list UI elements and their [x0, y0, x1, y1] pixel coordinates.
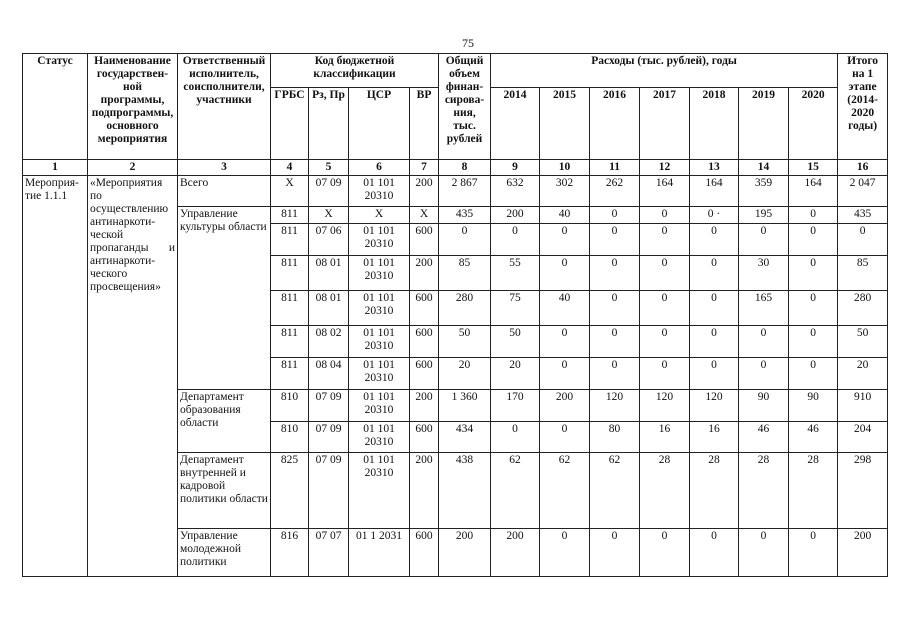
table-cell: 0 — [739, 224, 789, 256]
table-cell: 07 09 — [309, 390, 349, 422]
table-cell: 438 — [439, 453, 491, 529]
table-cell: 0 — [739, 358, 789, 390]
table-cell: 200 — [410, 453, 439, 529]
table-cell: 08 01 — [309, 291, 349, 326]
table-cell: 910 — [838, 390, 888, 422]
header-rzpr: Рз, Пр — [309, 88, 349, 160]
table-cell: 0 — [540, 422, 590, 453]
column-number: 1 — [23, 160, 88, 176]
table-cell: 55 — [491, 256, 540, 291]
table-cell: 632 — [491, 176, 540, 207]
table-cell: 01 1 2031 — [349, 529, 410, 577]
table-cell: 01 101 20310 — [349, 326, 410, 358]
table-cell: 0 — [540, 326, 590, 358]
table-cell: 28 — [789, 453, 838, 529]
table-cell: 0 — [789, 256, 838, 291]
header-year: 2018 — [690, 88, 739, 160]
table-cell: 20 — [439, 358, 491, 390]
table-cell: 204 — [838, 422, 888, 453]
table-cell: 46 — [739, 422, 789, 453]
table-cell: 62 — [540, 453, 590, 529]
table-cell: 0 — [590, 529, 640, 577]
table-cell: X — [349, 207, 410, 224]
header-year: 2019 — [739, 88, 789, 160]
table-cell: 0 — [640, 358, 690, 390]
header-year: 2016 — [590, 88, 640, 160]
table-cell: 0 — [690, 529, 739, 577]
table-cell: 0 — [590, 291, 640, 326]
table-cell: 07 07 — [309, 529, 349, 577]
table-cell: 0 — [789, 529, 838, 577]
table-cell: 28 — [690, 453, 739, 529]
column-number: 14 — [739, 160, 789, 176]
table-cell: 16 — [690, 422, 739, 453]
column-number: 12 — [640, 160, 690, 176]
table-cell: 0 — [690, 326, 739, 358]
program-name-cell: «Мероприятия по осуществлению антинаркоти-ческой пропаганды и антинаркоти-ческого просвещения» — [88, 176, 178, 577]
table-cell: 359 — [739, 176, 789, 207]
table-cell: 262 — [590, 176, 640, 207]
header-executor: Ответственный исполнитель, соисполнители, участники — [178, 54, 271, 160]
table-cell: 0 — [439, 224, 491, 256]
header-expenses: Расходы (тыс. рублей), годы — [491, 54, 838, 88]
table-cell: 62 — [590, 453, 640, 529]
table-cell: 0 — [789, 326, 838, 358]
table-cell: 811 — [271, 256, 309, 291]
table-cell: 0 — [640, 529, 690, 577]
table-cell: 0 — [690, 291, 739, 326]
table-cell: 811 — [271, 358, 309, 390]
table-cell: X — [271, 176, 309, 207]
table-cell: 0 — [640, 224, 690, 256]
table-cell: 811 — [271, 207, 309, 224]
table-cell: 0 — [690, 256, 739, 291]
header-grbs: ГРБС — [271, 88, 309, 160]
executor-cell: Департамент образования области — [178, 390, 271, 453]
table-cell: 200 — [410, 256, 439, 291]
column-number: 11 — [590, 160, 640, 176]
table-cell: 85 — [439, 256, 491, 291]
column-number: 7 — [410, 160, 439, 176]
table-cell: 16 — [640, 422, 690, 453]
table-cell: 2 867 — [439, 176, 491, 207]
executor-cell: Управление молодежной политики — [178, 529, 271, 577]
table-cell: 0 — [491, 224, 540, 256]
table-cell: 0 — [590, 358, 640, 390]
table-cell: 30 — [739, 256, 789, 291]
table-cell: 07 09 — [309, 453, 349, 529]
table-cell: 0 — [540, 256, 590, 291]
table-cell: 120 — [690, 390, 739, 422]
column-number: 6 — [349, 160, 410, 176]
table-cell: 01 101 20310 — [349, 176, 410, 207]
table-cell: 816 — [271, 529, 309, 577]
table-cell: 46 — [789, 422, 838, 453]
table-cell: 40 — [540, 207, 590, 224]
header-stage-total: Итого на 1 этапе (2014-2020 годы) — [838, 54, 888, 160]
table-cell: 0 — [640, 256, 690, 291]
table-cell: 01 101 20310 — [349, 358, 410, 390]
header-csr: ЦСР — [349, 88, 410, 160]
table-cell: 07 06 — [309, 224, 349, 256]
table-cell: 50 — [491, 326, 540, 358]
table-cell: 600 — [410, 529, 439, 577]
table-cell: 200 — [838, 529, 888, 577]
header-status: Статус — [23, 54, 88, 160]
table-cell: 0 — [590, 207, 640, 224]
table-cell: 434 — [439, 422, 491, 453]
table-cell: 08 02 — [309, 326, 349, 358]
table-cell: 810 — [271, 390, 309, 422]
table-cell: 811 — [271, 326, 309, 358]
column-number: 4 — [271, 160, 309, 176]
header-total: Общий объем финан-сирова-ния, тыс. рублей — [439, 54, 491, 160]
table-row — [23, 176, 888, 207]
page-number: 75 — [462, 36, 474, 50]
table-cell: 0 · — [690, 207, 739, 224]
table-cell: 170 — [491, 390, 540, 422]
column-number: 8 — [439, 160, 491, 176]
table-cell: 811 — [271, 224, 309, 256]
table-cell: 28 — [640, 453, 690, 529]
header-year: 2017 — [640, 88, 690, 160]
table-cell: 0 — [640, 207, 690, 224]
table-cell: 0 — [590, 326, 640, 358]
table-cell: 165 — [739, 291, 789, 326]
table-cell: 0 — [789, 358, 838, 390]
table-cell: 62 — [491, 453, 540, 529]
header-name: Наименование государствен-ной программы, подпрограммы, основного мероприятия — [88, 54, 178, 160]
table-cell: 600 — [410, 422, 439, 453]
table-cell: 01 101 20310 — [349, 422, 410, 453]
table-cell: 01 101 20310 — [349, 453, 410, 529]
column-number: 15 — [789, 160, 838, 176]
table-cell: 28 — [739, 453, 789, 529]
column-number: 9 — [491, 160, 540, 176]
table-cell: 0 — [590, 224, 640, 256]
header-budget-code: Код бюджетной классификации — [271, 54, 439, 88]
table-cell: 85 — [838, 256, 888, 291]
table-cell: 01 101 20310 — [349, 390, 410, 422]
table-cell: 0 — [540, 529, 590, 577]
column-number: 2 — [88, 160, 178, 176]
table-cell: 302 — [540, 176, 590, 207]
table-cell: 435 — [838, 207, 888, 224]
table-cell: 120 — [640, 390, 690, 422]
table-cell: 164 — [690, 176, 739, 207]
table-cell: 200 — [491, 529, 540, 577]
table-cell: 0 — [739, 326, 789, 358]
table-cell: 0 — [789, 207, 838, 224]
table-cell: 280 — [838, 291, 888, 326]
table-cell: 200 — [540, 390, 590, 422]
table-cell: 01 101 20310 — [349, 291, 410, 326]
table-cell: 80 — [590, 422, 640, 453]
table-cell: 200 — [410, 176, 439, 207]
table-cell: 0 — [640, 326, 690, 358]
table-cell: 164 — [789, 176, 838, 207]
table-cell: 75 — [491, 291, 540, 326]
table-cell: X — [410, 207, 439, 224]
table-cell: 810 — [271, 422, 309, 453]
table-cell: 811 — [271, 291, 309, 326]
table-cell: 07 09 — [309, 176, 349, 207]
executor-cell: Департамент внутренней и кадровой политики области — [178, 453, 271, 529]
header-vr: ВР — [410, 88, 439, 160]
table-cell: 280 — [439, 291, 491, 326]
table-cell: 08 01 — [309, 256, 349, 291]
table-cell: 0 — [690, 358, 739, 390]
table-cell: 2 047 — [838, 176, 888, 207]
table-cell: 0 — [838, 224, 888, 256]
table-cell: 825 — [271, 453, 309, 529]
column-number: 5 — [309, 160, 349, 176]
table-cell: 0 — [540, 358, 590, 390]
column-number: 16 — [838, 160, 888, 176]
header-year: 2014 — [491, 88, 540, 160]
table-cell: 0 — [789, 224, 838, 256]
executor-cell: Всего — [178, 176, 271, 207]
column-number: 13 — [690, 160, 739, 176]
column-number: 10 — [540, 160, 590, 176]
table-cell: 01 101 20310 — [349, 224, 410, 256]
table-cell: 0 — [789, 291, 838, 326]
table-cell: 1 360 — [439, 390, 491, 422]
table-cell: 0 — [540, 224, 590, 256]
table-cell: 0 — [491, 422, 540, 453]
table-cell: 08 04 — [309, 358, 349, 390]
status-cell: Мероприя-тие 1.1.1 — [23, 176, 88, 577]
table-cell: 600 — [410, 291, 439, 326]
table-cell: 40 — [540, 291, 590, 326]
table-cell: 90 — [789, 390, 838, 422]
column-number: 3 — [178, 160, 271, 176]
table-cell: 200 — [410, 390, 439, 422]
table-cell: 07 09 — [309, 422, 349, 453]
header-year: 2015 — [540, 88, 590, 160]
table-cell: 200 — [491, 207, 540, 224]
table-cell: 0 — [690, 224, 739, 256]
table-cell: 164 — [640, 176, 690, 207]
table-cell: 50 — [838, 326, 888, 358]
table-cell: 195 — [739, 207, 789, 224]
table-cell: 600 — [410, 358, 439, 390]
executor-cell: Управление культуры области — [178, 207, 271, 390]
table-cell: 435 — [439, 207, 491, 224]
table-cell: 200 — [439, 529, 491, 577]
budget-table — [22, 53, 888, 577]
table-cell: 20 — [491, 358, 540, 390]
column-number-row — [23, 160, 888, 176]
table-cell: X — [309, 207, 349, 224]
table-cell: 0 — [590, 256, 640, 291]
table-cell: 20 — [838, 358, 888, 390]
table-cell: 90 — [739, 390, 789, 422]
table-cell: 0 — [640, 291, 690, 326]
table-header — [23, 54, 888, 176]
table-body — [23, 176, 888, 577]
table-cell: 298 — [838, 453, 888, 529]
table-cell: 0 — [739, 529, 789, 577]
table-cell: 600 — [410, 326, 439, 358]
table-cell: 01 101 20310 — [349, 256, 410, 291]
table-cell: 50 — [439, 326, 491, 358]
table-cell: 120 — [590, 390, 640, 422]
header-year: 2020 — [789, 88, 838, 160]
table-cell: 600 — [410, 224, 439, 256]
